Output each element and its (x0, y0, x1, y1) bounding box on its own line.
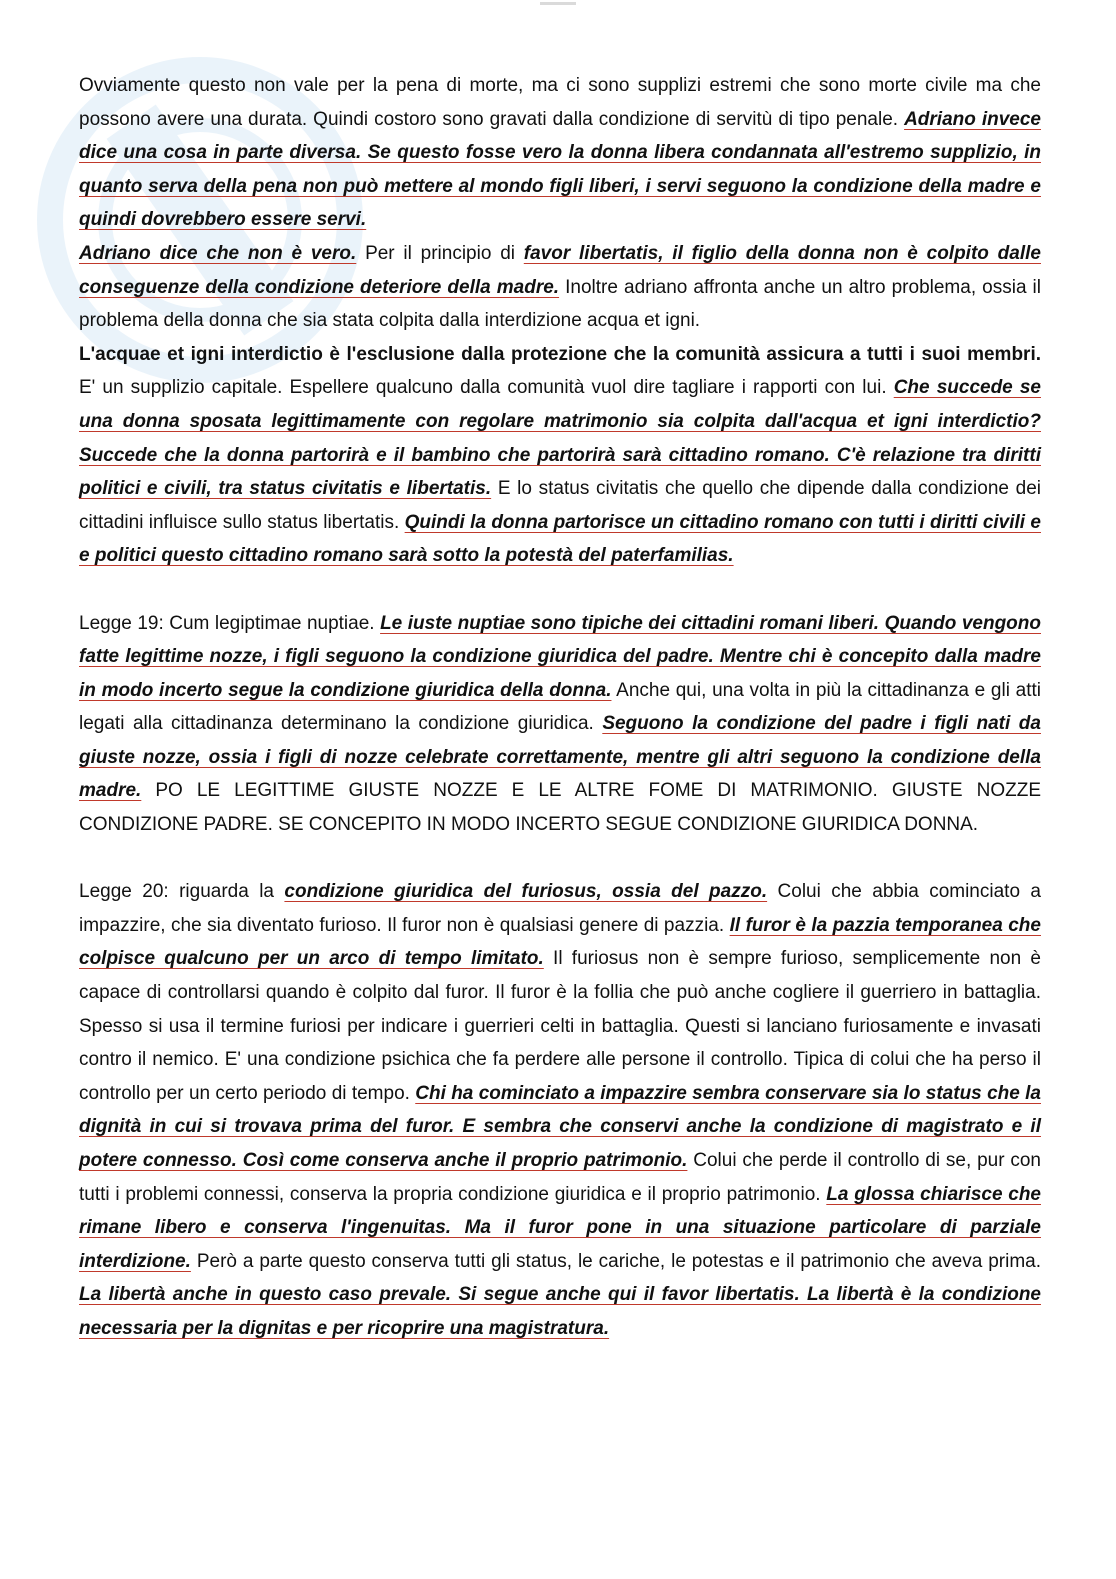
highlight-span: Seguono la condizione del padre i figli nati da giuste nozze, ossia i figli di nozze celebrate correttamente, mentre gli altri seguono la condizione della madre. (79, 713, 1041, 802)
text-span: E' un supplizio capitale. Espellere qualcuno dalla comunità vuol dire tagliare i rapporti con lui. (79, 377, 894, 399)
paragraph-legge-20 (79, 875, 1041, 1345)
paragraph-adriano (79, 237, 1041, 338)
highlight-span: Chi ha cominciato a impazzire sembra conservare sia lo status che la dignità in cui si trovava prima del furor. E sembra che conservi anche la condizione di magistrato e il potere connesso. Così come conserva anche il proprio patrimonio. (79, 1082, 1041, 1171)
text-span: Legge 19: Cum legiptimae nuptiae. (79, 612, 381, 634)
text-span: Colui che abbia cominciato a impazzire, che sia diventato furioso. Il furor non è qualsiasi genere di pazzia. (79, 881, 1041, 936)
text-span: Per il principio di (356, 242, 524, 264)
document-body (79, 69, 1041, 1346)
text-span: Anche qui, una volta in più la cittadinanza e gli atti legati alla cittadinanza determinano la condizione giuridica. (79, 679, 1041, 735)
paragraph-legge-19 (79, 607, 1041, 842)
highlight-span: favor libertatis, il figlio della donna non è colpito dalle conseguenze della condizione deteriore della madre. (79, 242, 1041, 298)
text-span: Colui che perde il controllo di se, pur con tutti i problemi connessi, conserva la propria condizione giuridica e il proprio patrimonio. (79, 1150, 1041, 1205)
highlight-span: Adriano dice che non è vero. (79, 242, 357, 264)
text-span: Il furiosus non è sempre furioso, semplicemente non è capace di controllarsi quando è colpito dal furor. Il furor è la follia che può anche cogliere il guerriero in battaglia. Spesso si usa il termine furiosi per indicare i guerrieri celti in battaglia. Questi si lanciano furiosamente e invasati contro il nemico. E' una condizione psichica che fa perdere alle persone il controllo. Tipica di colui che ha perso il controllo per un certo periodo di tempo. (79, 948, 1041, 1104)
highlight-span: Adriano invece dice una cosa in parte diversa. Se questo fosse vero la donna libera condannata all'estremo supplizio, in quanto serva della pena non può mettere al mondo figli liberi, i servi seguono la condizione della madre e quindi dovrebbero essere servi. (79, 108, 1041, 231)
highlight-span: La glossa chiarisce che rimane libero e conserva l'ingenuitas. Ma il furor pone in una situazione particolare di parziale interdizione. (79, 1183, 1041, 1272)
text-span: Legge 20: riguarda la (79, 881, 285, 903)
bold-span: L'acquae et igni interdictio è l'esclusione dalla protezione che la comunità assicura a tutti i suoi membri. (79, 343, 1041, 365)
text-span: Però a parte questo conserva tutti gli status, le cariche, le potestas e il patrimonio che aveva prima. (190, 1250, 1041, 1272)
text-span: E lo status civitatis che quello che dipende dalla condizione dei cittadini influisce sullo status libertatis. (79, 478, 1042, 533)
highlight-span: Il furor è la pazzia temporanea che colpisce qualcuno per un arco di tempo limitato. (79, 914, 1041, 970)
text-span: Ovviamente questo non vale per la pena di morte, ma ci sono supplizi estremi che sono morte civile ma che possono avere una durata. Quindi costoro sono gravati dalla condizione di servitù di tipo penale. (79, 75, 1041, 130)
highlight-span: Quindi la donna partorisce un cittadino romano con tutti i diritti civili e e politici questo cittadino romano sarà sotto la potestà del paterfamilias. (79, 511, 1041, 567)
text-span: Inoltre adriano affronta anche un altro problema, ossia il problema della donna che sia stata colpita dalla interdizione acqua et igni. (79, 276, 1042, 332)
header-mark (540, 2, 576, 5)
highlight-span: Le iuste nuptiae sono tipiche dei cittadini romani liberi. Quando vengono fatte legittime nozze, i figli seguono la condizione giuridica del padre. Mentre chi è concepito dalla madre in modo incerto segue la condizione giuridica della donna. (79, 612, 1041, 701)
highlight-span: La libertà anche in questo caso prevale. Si segue anche qui il favor libertatis. La libertà è la condizione necessaria per la dignitas e per ricoprire una magistratura. (79, 1284, 1041, 1339)
highlight-span: Che succede se una donna sposata legittimamente con regolare matrimonio sia colpita dall'acqua et igni interdictio? Succede che la donna partorirà e il bambino che partorirà sarà cittadino romano. C'è relazione tra diritti politici e civili, tra status civitatis e libertatis. (79, 377, 1041, 500)
text-span: PO LE LEGITTIME GIUSTE NOZZE E LE ALTRE FOME DI MATRIMONIO. GIUSTE NOZZE CONDIZIONE PADRE. SE CONCEPITO IN MODO INCERTO SEGUE CONDIZIONE GIURIDICA DONNA. (79, 780, 1041, 836)
paragraph-pena (79, 69, 1041, 237)
paragraph-interdictio (79, 338, 1041, 573)
highlight-span: condizione giuridica del furiosus, ossia del pazzo. (284, 881, 768, 903)
